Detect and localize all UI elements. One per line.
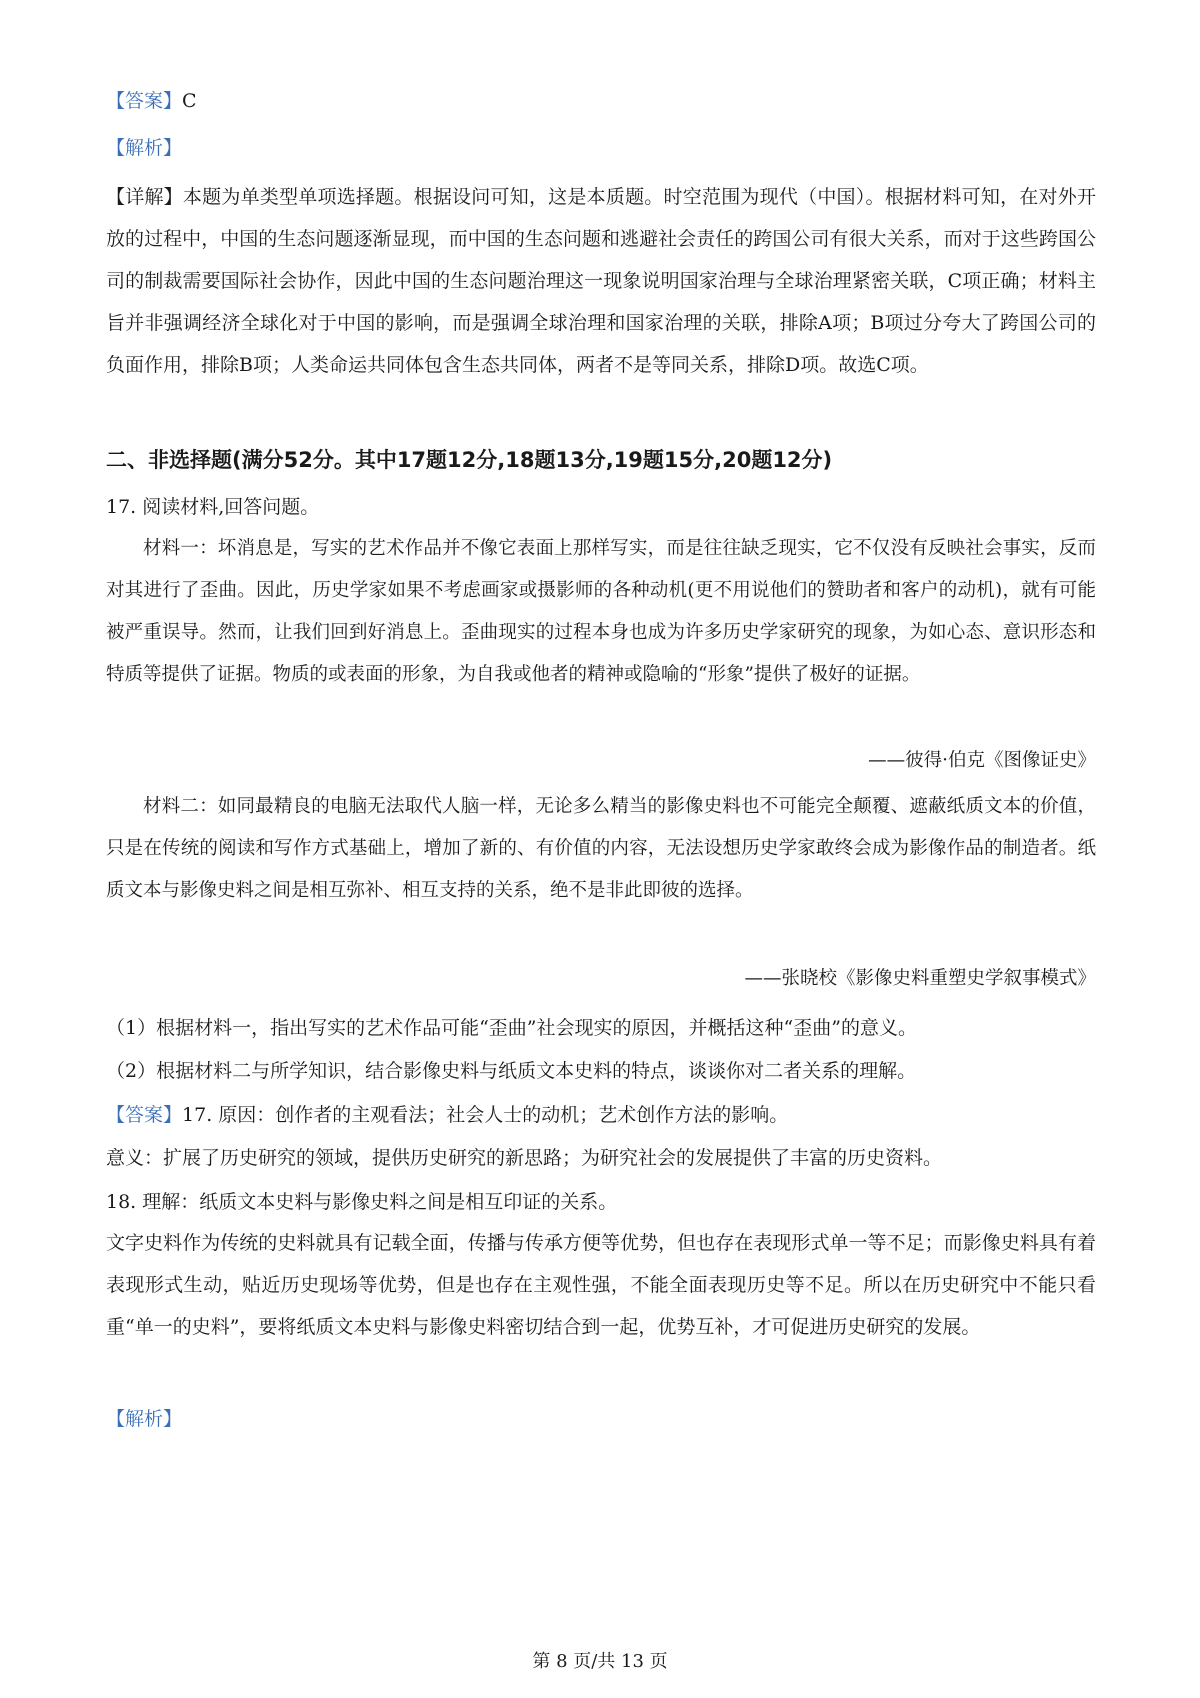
answer-line-2: [106, 1100, 1096, 1127]
sub-question-2: （2）根据材料二与所学知识，结合影像史料与纸质文本史料的特点，谈谈你对二者关系的理解。: [106, 1060, 917, 1082]
answer-line-1: [106, 86, 1096, 113]
question-17-title: 17. 阅读材料,回答问题。: [106, 496, 320, 518]
sub-question-1: （1）根据材料一，指出写实的艺术作品可能“歪曲”社会现实的原因，并概括这种“歪曲”的意义。: [106, 1017, 917, 1039]
material-2: 材料二：如同最精良的电脑无法取代人脑一样，无论多么精当的影像史料也不可能完全颠覆、遮蔽纸质文本的价值，只是在传统的阅读和写作方式基础上，增加了新的、有价值的内容，无法设想历史学家敢终会成为影像作品的制造者。纸质文本与影像史料之间是相互弥补、相互支持的关系，绝不是非此即彼的选择。: [106, 796, 1096, 901]
analysis-label: 【解析】: [106, 137, 183, 159]
detail-label: 【详解】: [106, 186, 183, 208]
analysis-label-2: [106, 1404, 1096, 1431]
answer-label: 【答案】: [106, 1104, 183, 1126]
answer-18-paragraph: 文字史料作为传统的史料就具有记载全面，传播与传承方便等优势，但也存在表现形式单一等不足；而影像史料具有着表现形式生动，贴近历史现场等优势，但是也存在主观性强，不能全面表现历史等不足。所以在历史研究中不能只看重“单一的史料”，要将纸质文本史料与影像史料密切结合到一起，优势互补，才可促进历史研究的发展。: [106, 1232, 1096, 1338]
answer-label: 【答案】: [106, 90, 183, 112]
material-1-source: ——彼得·伯克《图像证史》: [868, 750, 1096, 771]
detail-text: 本题为单类型单项选择题。根据设问可知，这是本质题。时空范围为现代（中国）。根据材料可知，在对外开放的过程中，中国的生态问题逐渐显现，而中国的生态问题和逃避社会责任的跨国公司有很大关系，而对于这些跨国公司的制裁需要国际社会协作，因此中国的生态问题治理这一现象说明国家治理与全球治理紧密关联，C项正确；材料主旨并非强调经济全球化对于中国的影响，而是强调全球治理和国家治理的关联，排除A项；B项过分夸大了跨国公司的负面作用，排除B项；人类命运共同体包含生态共同体，两者不是等同关系，排除D项。故选C项。: [106, 186, 1096, 376]
detail-paragraph: [106, 176, 1096, 386]
section-heading: 二、非选择题(满分52分。其中17题12分,18题13分,19题15分,20题12分): [106, 448, 833, 472]
analysis-label-1: [106, 133, 1096, 160]
material-2-source: ——张晓校《影像史料重塑史学叙事模式》: [744, 968, 1096, 989]
material-1: 材料一：坏消息是，写实的艺术作品并不像它表面上那样写实，而是往往缺乏现实，它不仅没有反映社会事实，反而对其进行了歪曲。因此，历史学家如果不考虑画家或摄影师的各种动机(更不用说他们的赞助者和客户的动机)，就有可能被严重误导。然而，让我们回到好消息上。歪曲现实的过程本身也成为许多历史学家研究的现象，为如心态、意识形态和特质等提供了证据。物质的或表面的形象，为自我或他者的精神或隐喻的“形象”提供了极好的证据。: [106, 538, 1096, 685]
analysis-label: 【解析】: [106, 1408, 183, 1430]
answer-17-significance: 意义：扩展了历史研究的领域，提供历史研究的新思路；为研究社会的发展提供了丰富的历史资料。: [106, 1147, 943, 1169]
page-footer: 第 8 页/共 13 页: [532, 1651, 668, 1672]
answer-17-reason: 17. 原因：创作者的主观看法；社会人士的动机；艺术创作方法的影响。: [182, 1104, 789, 1126]
answer-value: C: [182, 90, 197, 112]
answer-18-understanding: 18. 理解：纸质文本史料与影像史料之间是相互印证的关系。: [106, 1191, 618, 1213]
